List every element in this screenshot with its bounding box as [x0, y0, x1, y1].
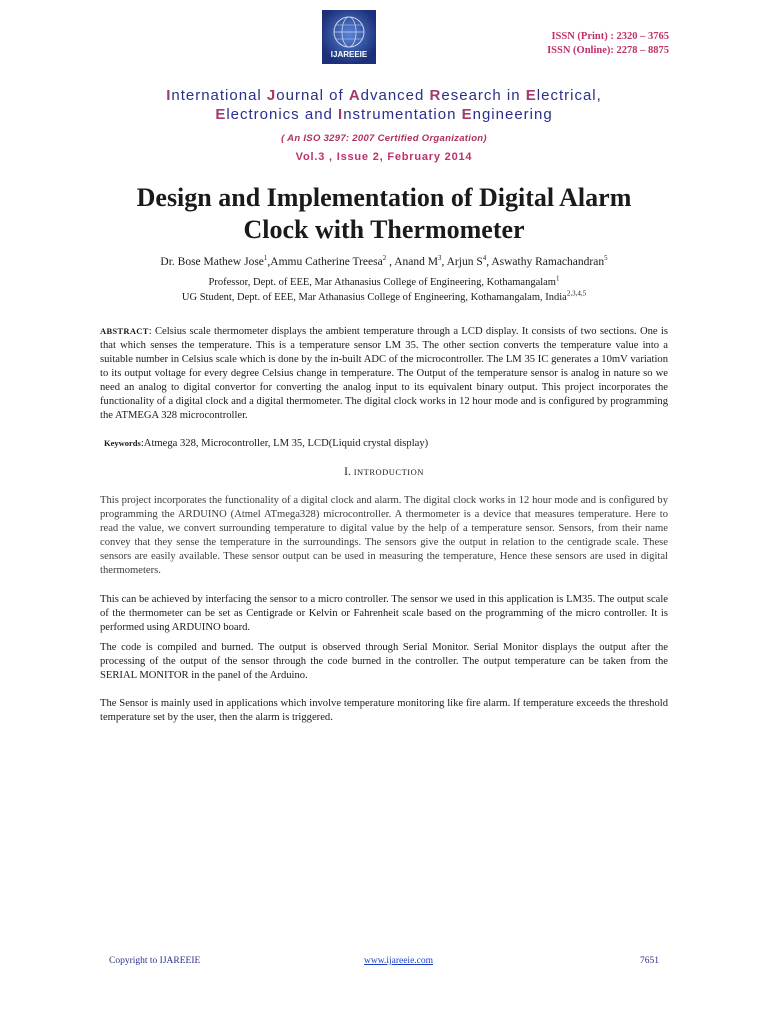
paragraph: This project incorporates the functionality of a digital clock and alarm. The digital clock works in 12 hour mode and is configured by programming the ARDUINO (Atmel ATmega328) microcontroller. A thermometer is a device that measures temperature. Here to read the value, we convert surrounding temperature to digital value by the help of a temperature sensor. Sensors, from their name convey that they sense the temperature in the surroundings. The sensors give the output in relation to the centigrade scale. These sensors are easily available. These sensor output can be used in measuring the temperature, Hence these sensors are used in digital thermometers.: [100, 495, 668, 576]
affiliation-professor: Professor, Dept. of EEE, Mar Athanasius College of Engineering, Kothamangalam$^1$: [208, 274, 560, 288]
author-affiliation-mark: 3: [437, 254, 442, 263]
journal-word: nstrumentation: [343, 106, 462, 123]
journal-capital: E: [215, 106, 227, 123]
journal-capital: E: [525, 87, 537, 104]
section-heading-introduction: I. INTRODUCTION: [344, 466, 424, 478]
author-affiliation-mark: 2: [382, 254, 387, 263]
journal-word: dvanced: [360, 87, 430, 104]
author-name: Anand M: [394, 256, 438, 268]
author-list: [60, 256, 708, 268]
author-name: Ammu Catherine Treesa: [270, 256, 383, 268]
author-name: Arjun S: [446, 256, 483, 268]
author-separator: ,: [441, 256, 447, 268]
paragraph: The code is compiled and burned. The output is observed through Serial Monitor. Serial Monitor displays the output after the processing of the output of the sensor through the code burned in the controller. The output temperature can be taken from the SERIAL MONITOR in the panel of the Arduino.: [100, 642, 668, 681]
journal-word: ournal of: [276, 87, 349, 104]
journal-capital: R: [429, 87, 442, 104]
paragraph: The Sensor is mainly used in applications which involve temperature monitoring like fire alarm. If temperature exceeds the threshold temperature set by the user, then the alarm is triggered.: [100, 698, 668, 723]
author-separator: ,: [486, 256, 492, 268]
keywords-text: :Atmega 328, Microcontroller, LM 35, LCD(Liquid crystal display): [140, 438, 429, 449]
footer-copyright: Copyright to IJAREEIE: [109, 956, 201, 966]
author-affiliation-mark: 1: [263, 254, 268, 263]
author-name: Dr. Bose Mathew Jose: [160, 256, 264, 268]
affiliation-students: UG Student, Dept. of EEE, Mar Athanasius College of Engineering, Kothamangalam, India$^{2,3,4,5}$: [181, 289, 587, 303]
journal-name-line1: [60, 87, 708, 104]
author-affiliation-mark: 4: [482, 254, 487, 263]
journal-word: esearch in: [441, 87, 526, 104]
iso-certification: ( An ISO 3297: 2007 Certified Organization): [281, 133, 487, 144]
volume-issue: Vol.3 , Issue 2, February 2014: [295, 151, 473, 163]
ijareeie-logo: [322, 10, 376, 64]
journal-word: nternational: [171, 87, 267, 104]
paper-title-line2: Clock with Thermometer: [243, 215, 525, 244]
journal-word: ngineering: [472, 106, 553, 123]
paper-title: [60, 182, 708, 246]
journal-capital: J: [266, 87, 277, 104]
footer-page-number: 7651: [640, 956, 659, 966]
journal-word: lectrical,: [536, 87, 602, 104]
journal-word: lectronics and: [226, 106, 339, 123]
author-affiliation-mark: 5: [604, 254, 608, 263]
journal-capital: E: [461, 106, 473, 123]
abstract-text: : Celsius scale thermometer displays the ambient temperature through a LCD display. It consists of two sections. One is that which senses the temperature. This is a temperature sensor LM 35. The other section converts the temperature value into a suitable number in Celsius scale which is done by the in-built ADC of the microcontroller. The LM 35 IC generates a 10mV variation to its output voltage for every degree Celsius change in temperature. The Output of the temperature sensor is analog in nature so we need an analog to digital convertor for converting the analog input to its equivalent binary output. This project incorporates the functionality of a digital clock and a digital thermometer. The digital clock works in 12 hour mode and is configured by programming the ATMEGA 328 microcontroller.: [100, 326, 668, 421]
journal-name-line2: [60, 106, 708, 123]
issn-online: ISSN (Online): 2278 – 8875: [547, 45, 669, 56]
author-separator: ,: [267, 256, 271, 268]
paper-title-line1: Design and Implementation of Digital Alarm: [136, 183, 632, 212]
abstract: [100, 324, 668, 423]
logo-text: IJAREEIE: [330, 50, 368, 59]
abstract-label: ABSTRACT: [100, 326, 149, 336]
author-name: Aswathy Ramachandran: [491, 256, 605, 268]
keywords: [104, 438, 668, 449]
issn-print: ISSN (Print) : 2320 – 3765: [551, 31, 669, 42]
keywords-label: Keywords: [104, 438, 141, 448]
journal-capital: I: [166, 87, 172, 104]
journal-capital: A: [348, 87, 361, 104]
author-separator: ,: [386, 256, 395, 268]
issn-block: [547, 30, 669, 58]
footer-website-link[interactable]: www.ijareeie.com: [364, 956, 434, 966]
paragraph: This can be achieved by interfacing the sensor to a micro controller. The sensor we used in this application is LM35. The output scale of the thermometer can be set as Centigrade or Kelvin or Fahrenheit scale based on the programming of the micro controller. It is performed using ARDUINO board.: [100, 594, 668, 633]
journal-capital: I: [338, 106, 344, 123]
